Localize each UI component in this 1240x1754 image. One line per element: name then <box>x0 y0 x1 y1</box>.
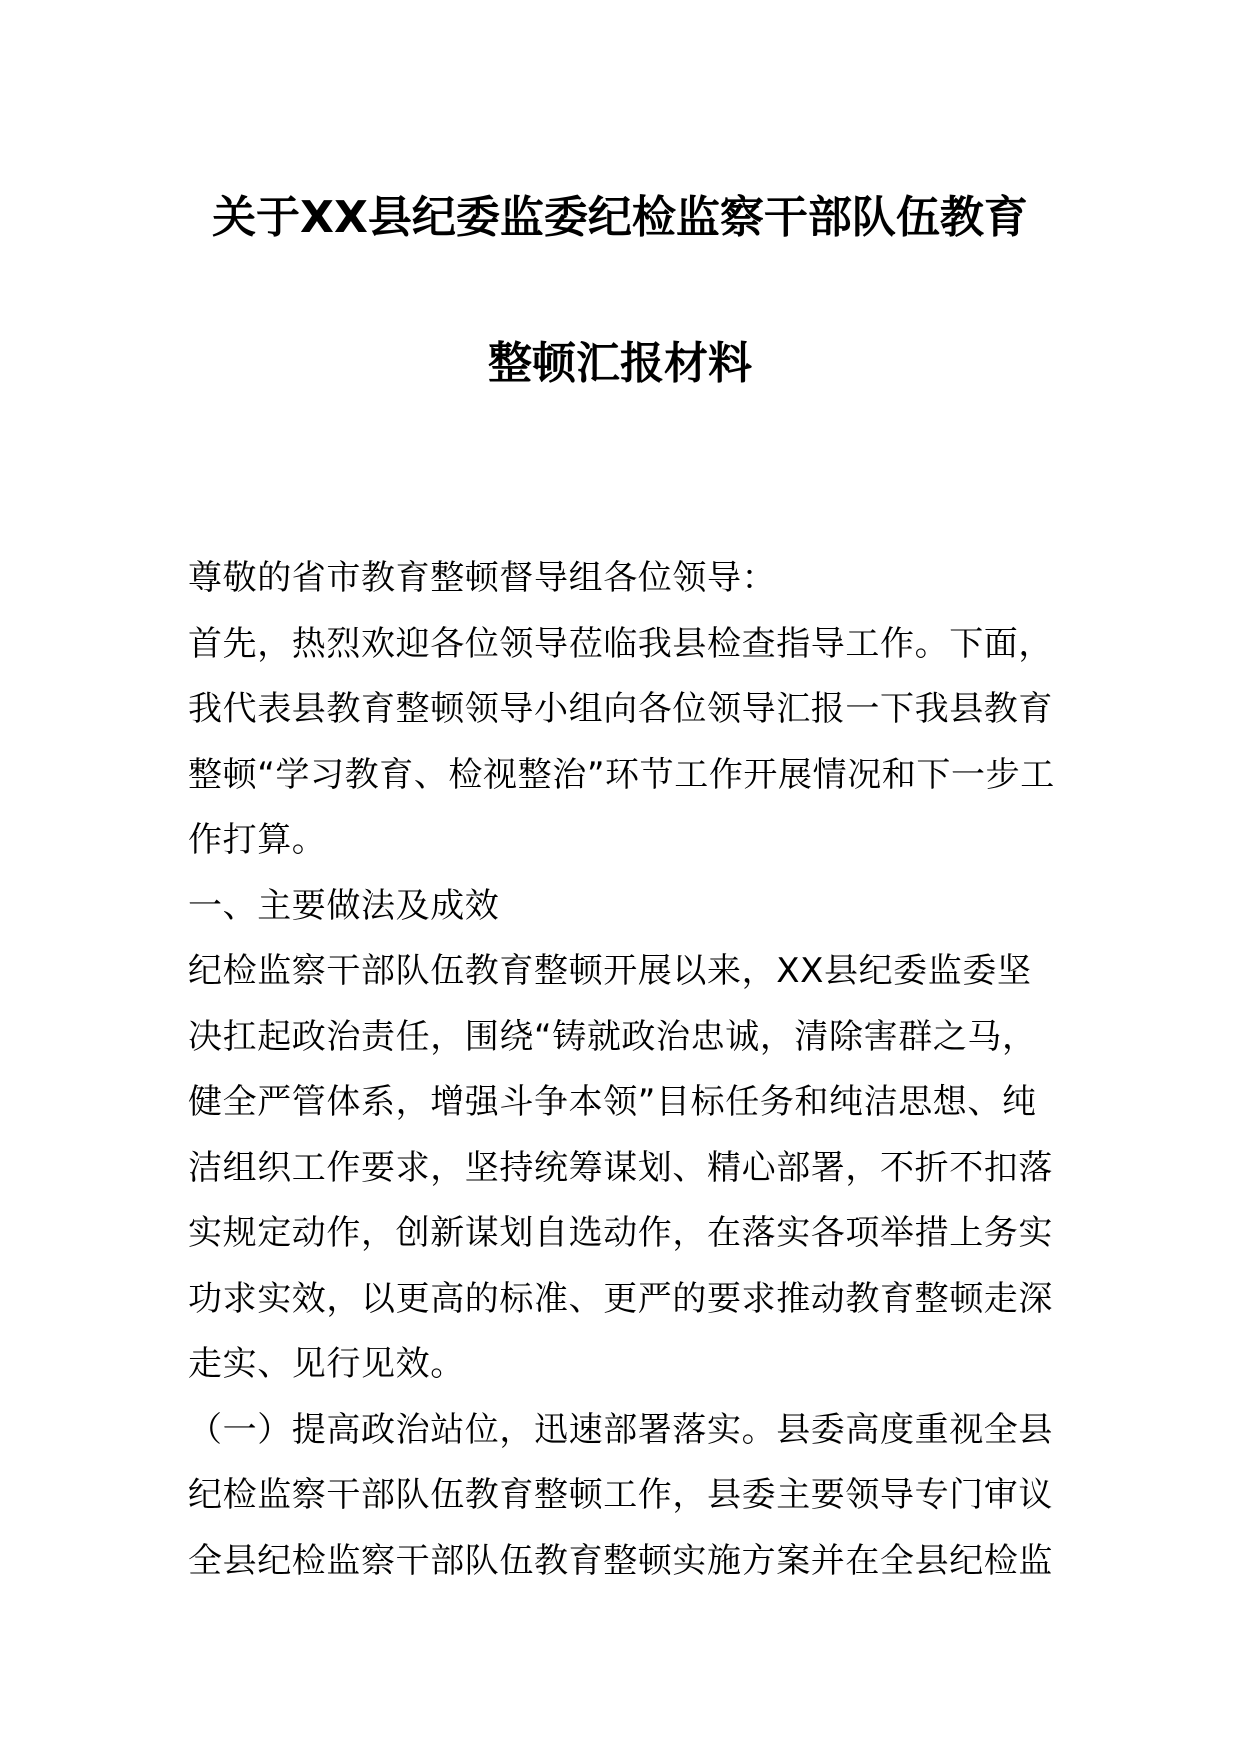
title-line-1: 关于XX县纪委监委纪检监察干部队伍教育 <box>212 192 1028 243</box>
salutation: 尊敬的省市教育整顿督导组各位领导： <box>188 558 777 598</box>
document-body <box>188 546 1060 1594</box>
paragraph-opening: 首先，热烈欢迎各位领导莅临我县检查指导工作。下面，我代表县教育整顿领导小组向各位领导汇报一下我县教育整顿“学习教育、检视整治”环节工作开展情况和下一步工作打算。 <box>188 623 1055 860</box>
title-line-2: 整顿汇报材料 <box>488 338 752 389</box>
paragraph-overview: 纪检监察干部队伍教育整顿开展以来，XX县纪委监委坚决扛起政治责任，围绕“铸就政治忠诚，清除害群之马，健全严管体系，增强斗争本领”目标任务和纯洁思想、纯洁组织工作要求，坚持统筹谋划、精心部署，不折不扣落实规定动作，创新谋划自选动作，在落实各项举措上务实功求实效，以更高的标准、更严的要求推动教育整顿走深走实、见行见效。 <box>188 951 1053 1384</box>
section-heading: 一、主要做法及成效 <box>188 885 500 926</box>
paragraph-subsection-1: （一）提高政治站位，迅速部署落实。县委高度重视全县纪检监察干部队伍教育整顿工作，县委主要领导专门审议全县纪检监察干部队伍教育整顿实施方案并在全县纪检监 <box>188 1409 1053 1581</box>
document-title <box>150 192 1090 389</box>
